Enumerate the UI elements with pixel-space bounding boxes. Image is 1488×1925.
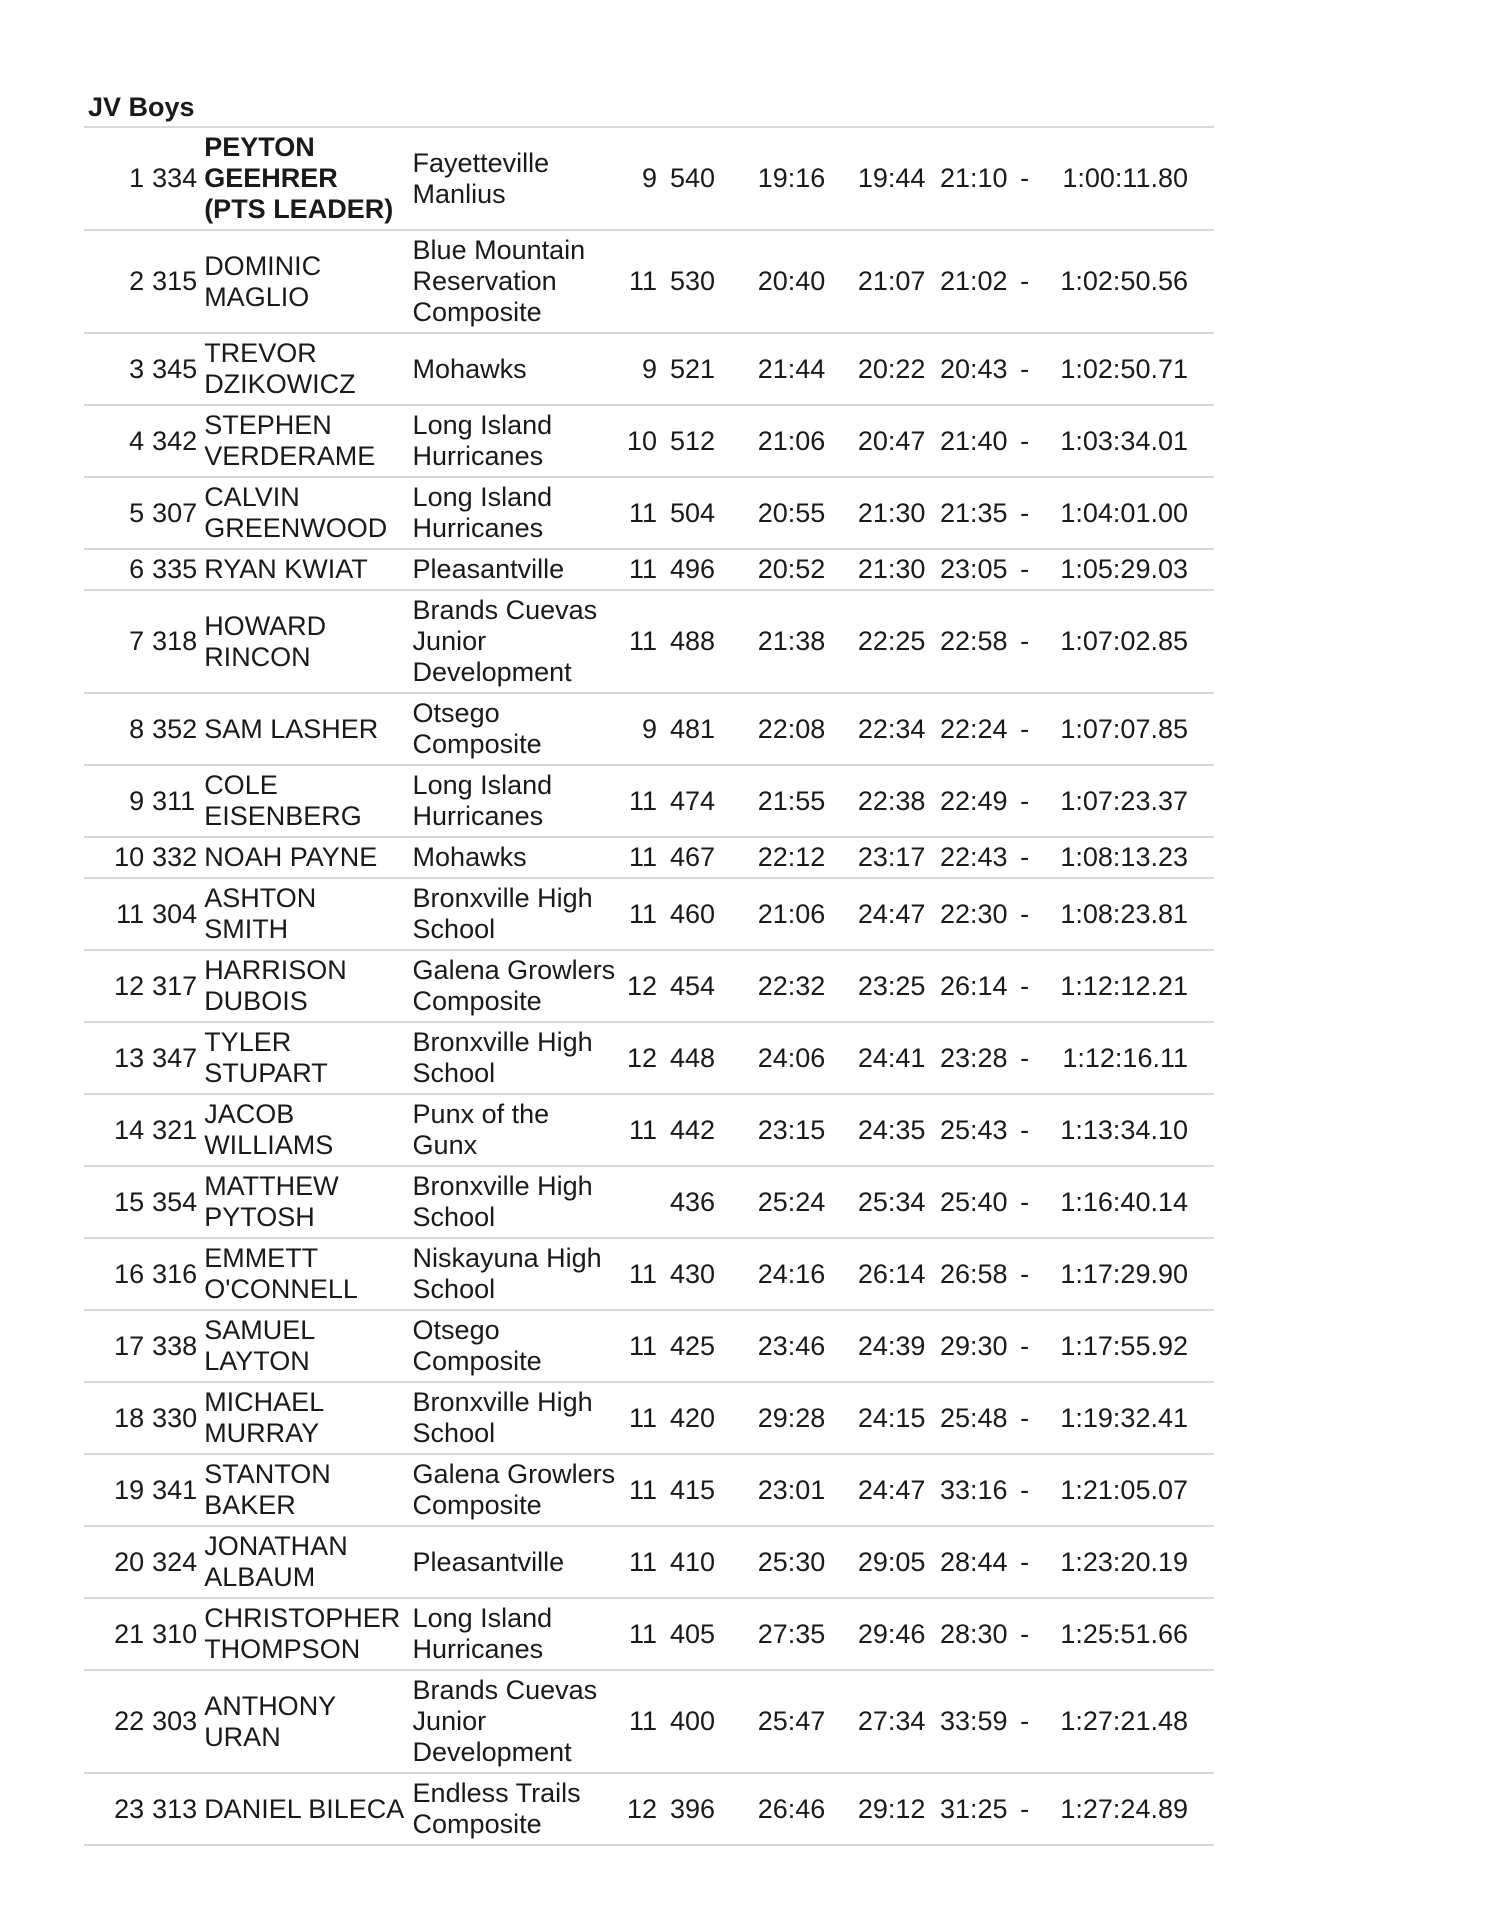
grade-cell: 9 (619, 693, 661, 765)
total-time-cell: 1:08:13.23 (1042, 837, 1214, 878)
separator-cell: - (1008, 693, 1042, 765)
place-cell: 6 (84, 549, 148, 590)
place-cell: 4 (84, 405, 148, 477)
separator-cell: - (1008, 1773, 1042, 1845)
separator-cell: - (1008, 590, 1042, 693)
lap1-time-cell: 20:40 (719, 230, 829, 333)
table-row (84, 950, 1214, 1022)
grade-cell (619, 1166, 661, 1238)
grade-cell: 11 (619, 1310, 661, 1382)
team-name-cell: Bronxville High School (407, 1022, 619, 1094)
lap1-time-cell: 23:15 (719, 1094, 829, 1166)
rider-name-cell: CALVIN GREENWOOD (196, 477, 406, 549)
bib-number-cell: 324 (148, 1526, 196, 1598)
team-name-cell: Galena Growlers Composite (407, 1454, 619, 1526)
grade-cell: 11 (619, 1670, 661, 1773)
lap3-time-cell: 33:59 (929, 1670, 1007, 1773)
lap3-time-cell: 25:43 (929, 1094, 1007, 1166)
table-row (84, 837, 1214, 878)
separator-cell: - (1008, 333, 1042, 405)
table-row (84, 405, 1214, 477)
place-cell: 16 (84, 1238, 148, 1310)
rider-name-cell: SAMUEL LAYTON (196, 1310, 406, 1382)
bib-number-cell: 316 (148, 1238, 196, 1310)
bib-number-cell: 330 (148, 1382, 196, 1454)
bib-number-cell: 352 (148, 693, 196, 765)
rider-name-cell: RYAN KWIAT (196, 549, 406, 590)
table-row (84, 549, 1214, 590)
place-cell: 21 (84, 1598, 148, 1670)
bib-number-cell: 347 (148, 1022, 196, 1094)
rider-name-cell: CHRISTOPHER THOMPSON (196, 1598, 406, 1670)
grade-cell: 12 (619, 1022, 661, 1094)
lap3-time-cell: 28:44 (929, 1526, 1007, 1598)
team-name-cell: Brands Cuevas Junior Development (407, 1670, 619, 1773)
section-title: JV Boys (84, 88, 1214, 128)
total-time-cell: 1:02:50.71 (1042, 333, 1214, 405)
lap1-time-cell: 21:44 (719, 333, 829, 405)
results-table (84, 128, 1214, 1846)
lap3-time-cell: 22:30 (929, 878, 1007, 950)
team-name-cell: Otsego Composite (407, 693, 619, 765)
place-cell: 20 (84, 1526, 148, 1598)
lap3-time-cell: 21:02 (929, 230, 1007, 333)
lap3-time-cell: 22:58 (929, 590, 1007, 693)
grade-cell: 11 (619, 1382, 661, 1454)
team-name-cell: Long Island Hurricanes (407, 1598, 619, 1670)
points-cell: 521 (661, 333, 719, 405)
table-row (84, 1382, 1214, 1454)
lap3-time-cell: 21:40 (929, 405, 1007, 477)
table-row (84, 878, 1214, 950)
bib-number-cell: 341 (148, 1454, 196, 1526)
total-time-cell: 1:19:32.41 (1042, 1382, 1214, 1454)
total-time-cell: 1:17:29.90 (1042, 1238, 1214, 1310)
lap3-time-cell: 22:24 (929, 693, 1007, 765)
rider-name-cell: TREVOR DZIKOWICZ (196, 333, 406, 405)
grade-cell: 11 (619, 837, 661, 878)
points-cell: 460 (661, 878, 719, 950)
points-cell: 467 (661, 837, 719, 878)
bib-number-cell: 318 (148, 590, 196, 693)
table-row (84, 1166, 1214, 1238)
place-cell: 15 (84, 1166, 148, 1238)
lap1-time-cell: 21:06 (719, 405, 829, 477)
grade-cell: 9 (619, 333, 661, 405)
table-row (84, 1022, 1214, 1094)
total-time-cell: 1:21:05.07 (1042, 1454, 1214, 1526)
total-time-cell: 1:05:29.03 (1042, 549, 1214, 590)
grade-cell: 11 (619, 1094, 661, 1166)
grade-cell: 11 (619, 590, 661, 693)
total-time-cell: 1:07:02.85 (1042, 590, 1214, 693)
lap2-time-cell: 24:47 (829, 1454, 929, 1526)
lap3-time-cell: 33:16 (929, 1454, 1007, 1526)
points-cell: 488 (661, 590, 719, 693)
place-cell: 11 (84, 878, 148, 950)
bib-number-cell: 307 (148, 477, 196, 549)
total-time-cell: 1:02:50.56 (1042, 230, 1214, 333)
table-row (84, 1598, 1214, 1670)
lap1-time-cell: 22:32 (719, 950, 829, 1022)
bib-number-cell: 315 (148, 230, 196, 333)
points-cell: 540 (661, 128, 719, 230)
lap2-time-cell: 24:15 (829, 1382, 929, 1454)
separator-cell: - (1008, 1022, 1042, 1094)
total-time-cell: 1:23:20.19 (1042, 1526, 1214, 1598)
lap3-time-cell: 25:48 (929, 1382, 1007, 1454)
lap2-time-cell: 21:30 (829, 549, 929, 590)
place-cell: 13 (84, 1022, 148, 1094)
total-time-cell: 1:12:12.21 (1042, 950, 1214, 1022)
place-cell: 7 (84, 590, 148, 693)
separator-cell: - (1008, 1094, 1042, 1166)
lap3-time-cell: 26:14 (929, 950, 1007, 1022)
points-cell: 512 (661, 405, 719, 477)
rider-name-cell: STANTON BAKER (196, 1454, 406, 1526)
lap2-time-cell: 26:14 (829, 1238, 929, 1310)
bib-number-cell: 345 (148, 333, 196, 405)
points-cell: 448 (661, 1022, 719, 1094)
place-cell: 9 (84, 765, 148, 837)
lap3-time-cell: 29:30 (929, 1310, 1007, 1382)
grade-cell: 11 (619, 230, 661, 333)
separator-cell: - (1008, 1238, 1042, 1310)
bib-number-cell: 311 (148, 765, 196, 837)
separator-cell: - (1008, 1598, 1042, 1670)
place-cell: 18 (84, 1382, 148, 1454)
rider-name-cell: PEYTON GEEHRER (PTS LEADER) (196, 128, 406, 230)
lap2-time-cell: 22:25 (829, 590, 929, 693)
bib-number-cell: 310 (148, 1598, 196, 1670)
lap2-time-cell: 29:05 (829, 1526, 929, 1598)
team-name-cell: Mohawks (407, 333, 619, 405)
points-cell: 396 (661, 1773, 719, 1845)
lap1-time-cell: 23:01 (719, 1454, 829, 1526)
lap1-time-cell: 29:28 (719, 1382, 829, 1454)
lap1-time-cell: 22:08 (719, 693, 829, 765)
place-cell: 22 (84, 1670, 148, 1773)
grade-cell: 11 (619, 1454, 661, 1526)
team-name-cell: Mohawks (407, 837, 619, 878)
rider-name-cell: ANTHONY URAN (196, 1670, 406, 1773)
table-row (84, 1526, 1214, 1598)
bib-number-cell: 303 (148, 1670, 196, 1773)
bib-number-cell: 317 (148, 950, 196, 1022)
team-name-cell: Fayetteville Manlius (407, 128, 619, 230)
lap3-time-cell: 31:25 (929, 1773, 1007, 1845)
bib-number-cell: 334 (148, 128, 196, 230)
lap2-time-cell: 27:34 (829, 1670, 929, 1773)
lap1-time-cell: 22:12 (719, 837, 829, 878)
lap1-time-cell: 26:46 (719, 1773, 829, 1845)
separator-cell: - (1008, 878, 1042, 950)
grade-cell: 11 (619, 477, 661, 549)
points-cell: 420 (661, 1382, 719, 1454)
rider-name-cell: MATTHEW PYTOSH (196, 1166, 406, 1238)
team-name-cell: Niskayuna High School (407, 1238, 619, 1310)
points-cell: 481 (661, 693, 719, 765)
lap1-time-cell: 19:16 (719, 128, 829, 230)
place-cell: 14 (84, 1094, 148, 1166)
table-row (84, 1094, 1214, 1166)
lap2-time-cell: 21:30 (829, 477, 929, 549)
team-name-cell: Bronxville High School (407, 1382, 619, 1454)
lap1-time-cell: 21:38 (719, 590, 829, 693)
bib-number-cell: 304 (148, 878, 196, 950)
place-cell: 19 (84, 1454, 148, 1526)
table-row (84, 693, 1214, 765)
points-cell: 405 (661, 1598, 719, 1670)
lap2-time-cell: 23:25 (829, 950, 929, 1022)
points-cell: 442 (661, 1094, 719, 1166)
rider-name-cell: JACOB WILLIAMS (196, 1094, 406, 1166)
rider-name-cell: JONATHAN ALBAUM (196, 1526, 406, 1598)
separator-cell: - (1008, 1670, 1042, 1773)
points-cell: 410 (661, 1526, 719, 1598)
lap3-time-cell: 22:49 (929, 765, 1007, 837)
bib-number-cell: 342 (148, 405, 196, 477)
bib-number-cell: 332 (148, 837, 196, 878)
lap3-time-cell: 25:40 (929, 1166, 1007, 1238)
lap3-time-cell: 22:43 (929, 837, 1007, 878)
points-cell: 436 (661, 1166, 719, 1238)
grade-cell: 10 (619, 405, 661, 477)
lap2-time-cell: 24:39 (829, 1310, 929, 1382)
points-cell: 504 (661, 477, 719, 549)
team-name-cell: Pleasantville (407, 1526, 619, 1598)
total-time-cell: 1:04:01.00 (1042, 477, 1214, 549)
team-name-cell: Galena Growlers Composite (407, 950, 619, 1022)
team-name-cell: Blue Mountain Reservation Composite (407, 230, 619, 333)
lap2-time-cell: 22:38 (829, 765, 929, 837)
rider-name-cell: ASHTON SMITH (196, 878, 406, 950)
total-time-cell: 1:13:34.10 (1042, 1094, 1214, 1166)
team-name-cell: Otsego Composite (407, 1310, 619, 1382)
lap3-time-cell: 23:05 (929, 549, 1007, 590)
team-name-cell: Punx of the Gunx (407, 1094, 619, 1166)
points-cell: 474 (661, 765, 719, 837)
lap1-time-cell: 20:52 (719, 549, 829, 590)
rider-name-cell: STEPHEN VERDERAME (196, 405, 406, 477)
table-row (84, 1310, 1214, 1382)
lap3-time-cell: 23:28 (929, 1022, 1007, 1094)
table-row (84, 128, 1214, 230)
lap3-time-cell: 21:35 (929, 477, 1007, 549)
total-time-cell: 1:16:40.14 (1042, 1166, 1214, 1238)
lap3-time-cell: 21:10 (929, 128, 1007, 230)
lap3-time-cell: 28:30 (929, 1598, 1007, 1670)
table-row (84, 1670, 1214, 1773)
rider-name-cell: HARRISON DUBOIS (196, 950, 406, 1022)
separator-cell: - (1008, 405, 1042, 477)
separator-cell: - (1008, 1526, 1042, 1598)
lap2-time-cell: 20:47 (829, 405, 929, 477)
separator-cell: - (1008, 128, 1042, 230)
separator-cell: - (1008, 950, 1042, 1022)
lap1-time-cell: 25:24 (719, 1166, 829, 1238)
place-cell: 10 (84, 837, 148, 878)
bib-number-cell: 354 (148, 1166, 196, 1238)
separator-cell: - (1008, 1166, 1042, 1238)
results-table-body (84, 128, 1214, 1845)
lap2-time-cell: 29:12 (829, 1773, 929, 1845)
results-page (84, 88, 1214, 1846)
lap1-time-cell: 23:46 (719, 1310, 829, 1382)
lap2-time-cell: 21:07 (829, 230, 929, 333)
bib-number-cell: 335 (148, 549, 196, 590)
lap2-time-cell: 24:35 (829, 1094, 929, 1166)
grade-cell: 11 (619, 549, 661, 590)
separator-cell: - (1008, 1382, 1042, 1454)
lap1-time-cell: 25:30 (719, 1526, 829, 1598)
points-cell: 430 (661, 1238, 719, 1310)
lap1-time-cell: 24:06 (719, 1022, 829, 1094)
separator-cell: - (1008, 549, 1042, 590)
total-time-cell: 1:27:21.48 (1042, 1670, 1214, 1773)
team-name-cell: Endless Trails Composite (407, 1773, 619, 1845)
lap2-time-cell: 24:47 (829, 878, 929, 950)
lap2-time-cell: 24:41 (829, 1022, 929, 1094)
separator-cell: - (1008, 1454, 1042, 1526)
table-row (84, 1454, 1214, 1526)
place-cell: 1 (84, 128, 148, 230)
grade-cell: 12 (619, 1773, 661, 1845)
lap3-time-cell: 26:58 (929, 1238, 1007, 1310)
rider-name-cell: NOAH PAYNE (196, 837, 406, 878)
team-name-cell: Long Island Hurricanes (407, 405, 619, 477)
total-time-cell: 1:12:16.11 (1042, 1022, 1214, 1094)
points-cell: 400 (661, 1670, 719, 1773)
table-row (84, 1773, 1214, 1845)
points-cell: 454 (661, 950, 719, 1022)
grade-cell: 11 (619, 1526, 661, 1598)
team-name-cell: Long Island Hurricanes (407, 477, 619, 549)
grade-cell: 11 (619, 1238, 661, 1310)
grade-cell: 11 (619, 878, 661, 950)
team-name-cell: Bronxville High School (407, 1166, 619, 1238)
table-row (84, 590, 1214, 693)
table-row (84, 230, 1214, 333)
table-row (84, 1238, 1214, 1310)
lap1-time-cell: 24:16 (719, 1238, 829, 1310)
lap2-time-cell: 25:34 (829, 1166, 929, 1238)
rider-name-cell: DOMINIC MAGLIO (196, 230, 406, 333)
lap1-time-cell: 20:55 (719, 477, 829, 549)
total-time-cell: 1:27:24.89 (1042, 1773, 1214, 1845)
place-cell: 23 (84, 1773, 148, 1845)
total-time-cell: 1:17:55.92 (1042, 1310, 1214, 1382)
team-name-cell: Bronxville High School (407, 878, 619, 950)
bib-number-cell: 321 (148, 1094, 196, 1166)
table-row (84, 333, 1214, 405)
lap3-time-cell: 20:43 (929, 333, 1007, 405)
lap1-time-cell: 25:47 (719, 1670, 829, 1773)
total-time-cell: 1:25:51.66 (1042, 1598, 1214, 1670)
lap2-time-cell: 23:17 (829, 837, 929, 878)
separator-cell: - (1008, 230, 1042, 333)
grade-cell: 12 (619, 950, 661, 1022)
lap1-time-cell: 27:35 (719, 1598, 829, 1670)
lap2-time-cell: 19:44 (829, 128, 929, 230)
total-time-cell: 1:07:07.85 (1042, 693, 1214, 765)
place-cell: 17 (84, 1310, 148, 1382)
total-time-cell: 1:00:11.80 (1042, 128, 1214, 230)
rider-name-cell: TYLER STUPART (196, 1022, 406, 1094)
rider-name-cell: EMMETT O'CONNELL (196, 1238, 406, 1310)
total-time-cell: 1:08:23.81 (1042, 878, 1214, 950)
bib-number-cell: 313 (148, 1773, 196, 1845)
rider-name-cell: COLE EISENBERG (196, 765, 406, 837)
grade-cell: 11 (619, 765, 661, 837)
total-time-cell: 1:03:34.01 (1042, 405, 1214, 477)
rider-name-cell: HOWARD RINCON (196, 590, 406, 693)
lap1-time-cell: 21:06 (719, 878, 829, 950)
points-cell: 425 (661, 1310, 719, 1382)
grade-cell: 9 (619, 128, 661, 230)
points-cell: 530 (661, 230, 719, 333)
separator-cell: - (1008, 765, 1042, 837)
separator-cell: - (1008, 1310, 1042, 1382)
rider-name-cell: DANIEL BILECA (196, 1773, 406, 1845)
team-name-cell: Long Island Hurricanes (407, 765, 619, 837)
points-cell: 415 (661, 1454, 719, 1526)
team-name-cell: Brands Cuevas Junior Development (407, 590, 619, 693)
table-row (84, 765, 1214, 837)
place-cell: 3 (84, 333, 148, 405)
rider-name-cell: SAM LASHER (196, 693, 406, 765)
lap2-time-cell: 29:46 (829, 1598, 929, 1670)
table-row (84, 477, 1214, 549)
team-name-cell: Pleasantville (407, 549, 619, 590)
grade-cell: 11 (619, 1598, 661, 1670)
separator-cell: - (1008, 837, 1042, 878)
place-cell: 5 (84, 477, 148, 549)
total-time-cell: 1:07:23.37 (1042, 765, 1214, 837)
separator-cell: - (1008, 477, 1042, 549)
rider-name-cell: MICHAEL MURRAY (196, 1382, 406, 1454)
place-cell: 12 (84, 950, 148, 1022)
lap2-time-cell: 20:22 (829, 333, 929, 405)
bib-number-cell: 338 (148, 1310, 196, 1382)
lap1-time-cell: 21:55 (719, 765, 829, 837)
place-cell: 2 (84, 230, 148, 333)
place-cell: 8 (84, 693, 148, 765)
points-cell: 496 (661, 549, 719, 590)
lap2-time-cell: 22:34 (829, 693, 929, 765)
